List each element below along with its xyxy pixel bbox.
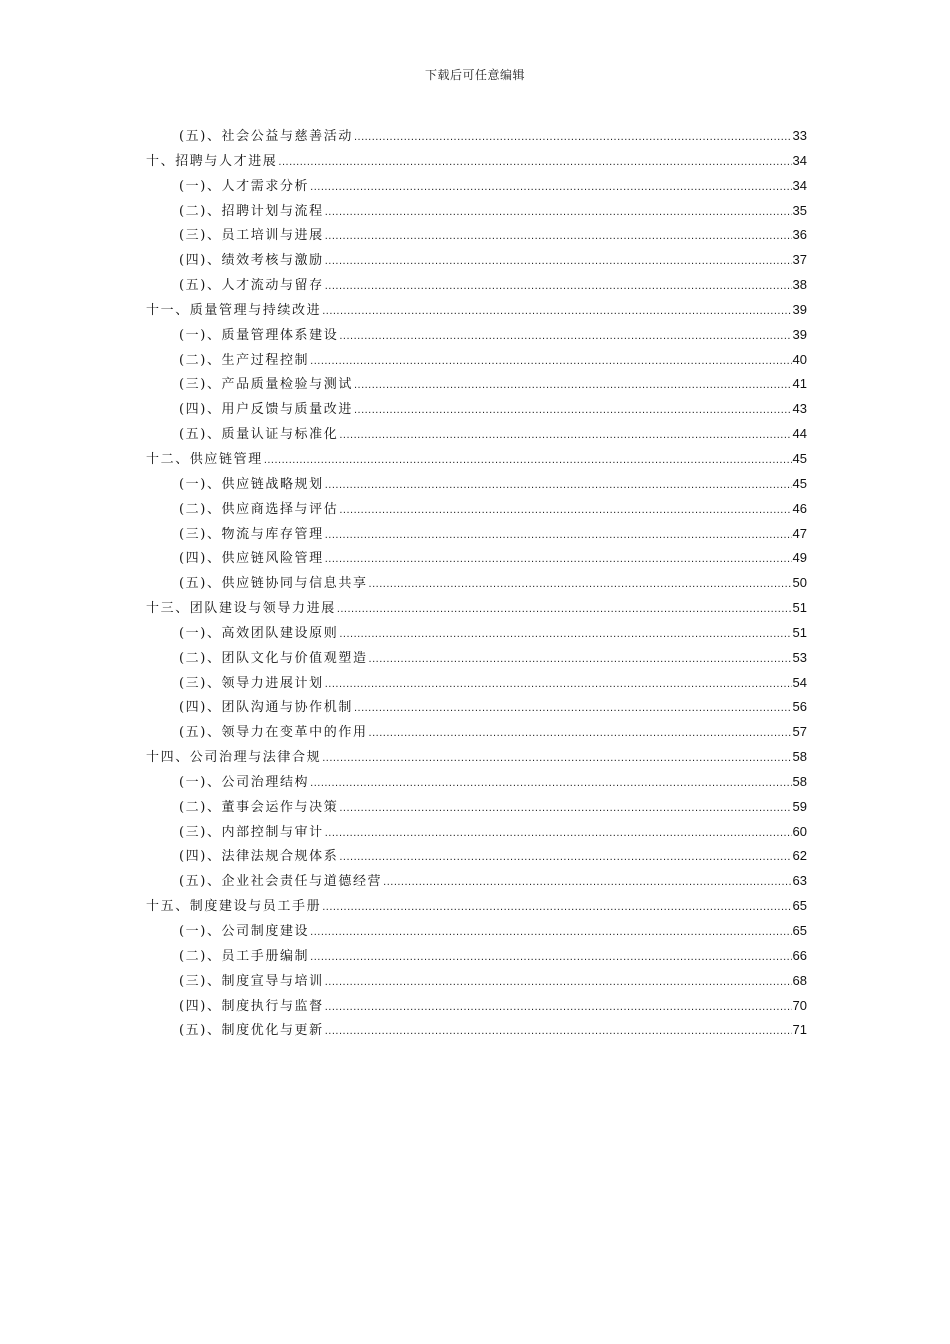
toc-page-number: 38 xyxy=(792,277,807,293)
toc-page-number: 37 xyxy=(792,252,807,268)
toc-dot-leader xyxy=(383,876,791,888)
toc-dot-leader xyxy=(322,752,791,764)
toc-section-entry[interactable] xyxy=(146,200,807,225)
toc-dot-leader xyxy=(339,628,791,640)
toc-dot-leader xyxy=(339,429,791,441)
toc-dot-leader xyxy=(354,404,792,416)
toc-entry-title: (一)、人才需求分析 xyxy=(179,178,310,194)
toc-entry-title: (五)、社会公益与慈善活动 xyxy=(179,129,353,144)
toc-page-number: 45 xyxy=(792,475,807,491)
toc-chapter-entry[interactable] xyxy=(146,895,807,920)
toc-dot-leader xyxy=(325,827,792,839)
toc-entry-title: (四)、供应链风险管理 xyxy=(179,551,324,567)
toc-entry-title: (一)、公司制度建设 xyxy=(179,924,310,939)
toc-page-number: 59 xyxy=(792,798,807,814)
toc-section-entry[interactable] xyxy=(146,547,807,572)
toc-dot-leader xyxy=(325,976,792,988)
toc-section-entry[interactable] xyxy=(146,274,807,299)
toc-dot-leader xyxy=(325,529,792,541)
toc-entry-title: (五)、质量认证与标准化 xyxy=(179,427,339,443)
toc-page-number: 34 xyxy=(792,152,807,168)
toc-page-number: 70 xyxy=(792,997,807,1013)
toc-section-entry[interactable] xyxy=(146,175,807,200)
toc-entry-title: (三)、物流与库存管理 xyxy=(179,526,324,542)
toc-chapter-entry[interactable] xyxy=(146,299,807,324)
toc-section-entry[interactable] xyxy=(146,349,807,374)
toc-dot-leader xyxy=(339,504,791,516)
toc-dot-leader xyxy=(369,727,792,739)
toc-entry-title: 十二、供应链管理 xyxy=(146,451,263,467)
toc-entry-title: (五)、人才流动与留存 xyxy=(179,278,324,294)
toc-page-number: 68 xyxy=(792,972,807,988)
toc-page-number: 65 xyxy=(792,923,807,938)
toc-chapter-entry[interactable] xyxy=(146,597,807,622)
toc-entry-title: (五)、制度优化与更新 xyxy=(179,1023,324,1039)
toc-entry-title: (三)、产品质量检验与测试 xyxy=(179,377,353,393)
toc-section-entry[interactable] xyxy=(146,373,807,398)
toc-section-entry[interactable] xyxy=(146,125,807,150)
toc-dot-leader xyxy=(325,1025,792,1037)
toc-entry-title: (二)、供应商选择与评估 xyxy=(179,501,339,517)
toc-dot-leader xyxy=(325,553,792,565)
toc-entry-title: (五)、供应链协同与信息共享 xyxy=(179,576,368,592)
toc-section-entry[interactable] xyxy=(146,1019,807,1044)
toc-dot-leader xyxy=(325,230,792,242)
toc-entry-title: (三)、制度宣导与培训 xyxy=(179,973,324,989)
toc-entry-title: 十一、质量管理与持续改进 xyxy=(146,302,322,318)
toc-section-entry[interactable] xyxy=(146,622,807,647)
toc-section-entry[interactable] xyxy=(146,920,807,945)
toc-section-entry[interactable] xyxy=(146,249,807,274)
toc-entry-title: (二)、招聘计划与流程 xyxy=(179,203,324,219)
toc-page-number: 51 xyxy=(792,624,807,640)
toc-page-number: 41 xyxy=(792,376,807,392)
toc-dot-leader xyxy=(325,255,792,267)
toc-section-entry[interactable] xyxy=(146,672,807,697)
toc-dot-leader xyxy=(339,802,791,814)
toc-dot-leader xyxy=(339,851,791,863)
toc-page-number: 33 xyxy=(792,128,807,143)
toc-page-number: 45 xyxy=(792,450,807,466)
toc-dot-leader xyxy=(325,206,792,218)
toc-page-number: 35 xyxy=(792,202,807,218)
toc-section-entry[interactable] xyxy=(146,945,807,970)
toc-section-entry[interactable] xyxy=(146,696,807,721)
toc-entry-title: (二)、董事会运作与决策 xyxy=(179,799,339,815)
toc-page-number: 63 xyxy=(792,873,807,889)
toc-entry-title: (四)、用户反馈与质量改进 xyxy=(179,402,353,418)
toc-dot-leader xyxy=(325,479,792,491)
toc-section-entry[interactable] xyxy=(146,995,807,1020)
toc-dot-leader xyxy=(310,951,791,963)
toc-chapter-entry[interactable] xyxy=(146,448,807,473)
toc-entry-title: (一)、高效团队建设原则 xyxy=(179,625,339,641)
toc-page-number: 46 xyxy=(792,500,807,516)
toc-entry-title: (二)、员工手册编制 xyxy=(179,948,310,964)
toc-dot-leader xyxy=(354,379,792,391)
toc-dot-leader xyxy=(322,305,791,317)
toc-section-entry[interactable] xyxy=(146,721,807,746)
toc-section-entry[interactable] xyxy=(146,647,807,672)
toc-dot-leader xyxy=(354,702,792,714)
toc-page-number: 58 xyxy=(792,773,807,789)
toc-dot-leader xyxy=(337,603,792,615)
toc-entry-title: (四)、法律法规合规体系 xyxy=(179,849,339,865)
toc-entry-title: 十、招聘与人才进展 xyxy=(146,153,278,169)
toc-dot-leader xyxy=(339,330,791,342)
toc-section-entry[interactable] xyxy=(146,771,807,796)
toc-page-number: 62 xyxy=(792,848,807,864)
toc-entry-title: (一)、质量管理体系建设 xyxy=(179,327,339,343)
toc-entry-title: (一)、公司治理结构 xyxy=(179,774,310,790)
toc-section-entry[interactable] xyxy=(146,498,807,523)
toc-page-number: 43 xyxy=(792,401,807,417)
toc-dot-leader xyxy=(325,1001,792,1013)
toc-dot-leader xyxy=(354,131,792,143)
toc-entry-title: (四)、制度执行与监督 xyxy=(179,998,324,1014)
toc-dot-leader xyxy=(325,280,792,292)
toc-dot-leader xyxy=(310,777,791,789)
toc-page-number: 44 xyxy=(792,426,807,442)
toc-entry-title: (五)、企业社会责任与道德经营 xyxy=(179,874,383,890)
toc-page-number: 54 xyxy=(792,674,807,690)
toc-entry-title: (四)、绩效考核与激励 xyxy=(179,253,324,269)
toc-entry-title: (二)、团队文化与价值观塑造 xyxy=(179,650,368,666)
toc-page-number: 58 xyxy=(792,749,807,765)
toc-section-entry[interactable] xyxy=(146,224,807,249)
toc-page-number: 66 xyxy=(792,947,807,963)
toc-dot-leader xyxy=(310,926,791,938)
toc-section-entry[interactable] xyxy=(146,970,807,995)
toc-page-number: 39 xyxy=(792,301,807,317)
toc-entry-title: (三)、领导力进展计划 xyxy=(179,675,324,691)
toc-section-entry[interactable] xyxy=(146,572,807,597)
toc-dot-leader xyxy=(322,901,791,913)
toc-dot-leader xyxy=(310,355,791,367)
toc-page-number: 50 xyxy=(792,575,807,591)
toc-entry-title: 十三、团队建设与领导力进展 xyxy=(146,601,336,617)
toc-entry-title: (五)、领导力在变革中的作用 xyxy=(179,725,368,741)
toc-dot-leader xyxy=(264,454,792,466)
toc-page-number: 65 xyxy=(792,898,807,914)
toc-entry-title: (一)、供应链战略规划 xyxy=(179,476,324,492)
toc-entry-title: 十五、制度建设与员工手册 xyxy=(146,899,322,915)
toc-entry-title: (三)、内部控制与审计 xyxy=(179,824,324,840)
toc-chapter-entry[interactable] xyxy=(146,150,807,175)
toc-section-entry[interactable] xyxy=(146,870,807,895)
toc-section-entry[interactable] xyxy=(146,796,807,821)
toc-page-number: 60 xyxy=(792,823,807,839)
toc-page-number: 56 xyxy=(792,699,807,715)
toc-page-number: 47 xyxy=(792,525,807,541)
toc-section-entry[interactable] xyxy=(146,523,807,548)
toc-page-number: 57 xyxy=(792,724,807,740)
toc-entry-title: 十四、公司治理与法律合规 xyxy=(146,750,322,766)
toc-entry-title: (四)、团队沟通与协作机制 xyxy=(179,700,353,716)
toc-entry-title: (三)、员工培训与进展 xyxy=(179,228,324,244)
toc-dot-leader xyxy=(310,181,791,193)
toc-section-entry[interactable] xyxy=(146,845,807,870)
toc-page-number: 49 xyxy=(792,550,807,566)
toc-section-entry[interactable] xyxy=(146,821,807,846)
toc-page-number: 36 xyxy=(792,227,807,243)
toc-dot-leader xyxy=(369,578,792,590)
page-header: 下载后可任意编辑 xyxy=(424,68,525,82)
toc-section-entry[interactable] xyxy=(146,423,807,448)
toc-dot-leader xyxy=(369,653,792,665)
toc-section-entry[interactable] xyxy=(146,398,807,423)
toc-section-entry[interactable] xyxy=(146,473,807,498)
toc-entry-title: (二)、生产过程控制 xyxy=(179,352,310,368)
toc-dot-leader xyxy=(325,678,792,690)
toc-page-number: 34 xyxy=(792,177,807,193)
toc-page-number: 39 xyxy=(792,326,807,342)
toc-page-number: 53 xyxy=(792,649,807,665)
table-of-contents xyxy=(146,125,807,1044)
toc-chapter-entry[interactable] xyxy=(146,746,807,771)
toc-section-entry[interactable] xyxy=(146,324,807,349)
toc-page-number: 51 xyxy=(792,600,807,616)
toc-page-number: 71 xyxy=(792,1022,807,1038)
toc-dot-leader xyxy=(278,156,791,168)
toc-page-number: 40 xyxy=(792,351,807,367)
